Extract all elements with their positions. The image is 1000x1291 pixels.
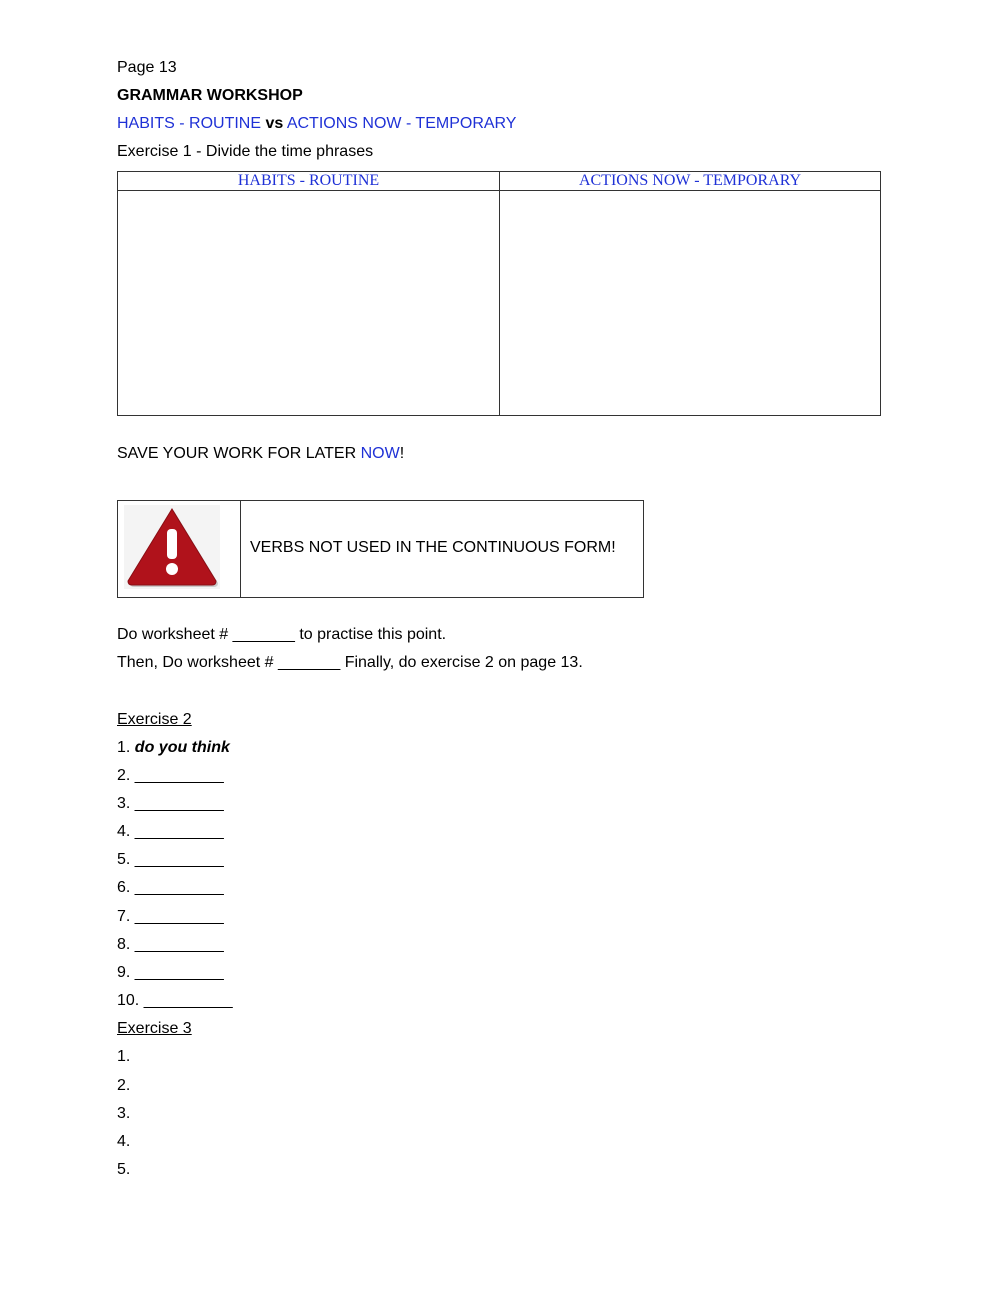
exercise3-item: 1. [117, 1048, 131, 1065]
worksheet-line-2: Then, Do worksheet # _______ Finally, do exercise 2 on page 13. [117, 654, 583, 671]
exercise2-item-1 [117, 738, 230, 758]
exercise2-item[interactable]: 3. __________ [117, 795, 224, 812]
exercise2-item[interactable]: 6. __________ [117, 879, 224, 896]
exercise2-heading: Exercise 2 [117, 711, 192, 728]
save-note-now: NOW [360, 445, 400, 462]
exercise2-item[interactable]: 2. __________ [117, 767, 224, 784]
warning-triangle-icon [124, 505, 220, 589]
exercise2-item[interactable]: 8. __________ [117, 936, 224, 953]
exercise3-item: 2. [117, 1077, 131, 1094]
exercise2-item[interactable]: 5. __________ [117, 851, 224, 868]
exercise3-item: 5. [117, 1161, 131, 1178]
warning-box [117, 500, 644, 598]
column-header-habits: HABITS - ROUTINE [237, 172, 380, 189]
exercise2-item[interactable]: 10. __________ [117, 992, 233, 1009]
item-answer[interactable]: do you think [134, 739, 230, 756]
save-note-text: SAVE YOUR WORK FOR LATER [117, 445, 361, 462]
worksheet-line-1: Do worksheet # _______ to practise this point. [117, 626, 447, 643]
subtitle-actions: ACTIONS NOW - TEMPORARY [286, 115, 517, 132]
warning-divider [240, 501, 241, 597]
exercise2-item[interactable]: 7. __________ [117, 908, 224, 925]
item-number: 1. [117, 739, 131, 756]
habits-drop-area[interactable] [118, 191, 499, 415]
subtitle [117, 114, 516, 134]
page-label: Page 13 [117, 59, 177, 76]
actions-now-drop-area[interactable] [500, 191, 880, 415]
exercise1-heading: Exercise 1 - Divide the time phrases [117, 143, 374, 160]
warning-text: VERBS NOT USED IN THE CONTINUOUS FORM! [250, 539, 616, 556]
exercise3-heading: Exercise 3 [117, 1020, 192, 1037]
page-title: GRAMMAR WORKSHOP [117, 87, 303, 104]
column-header-actions-now: ACTIONS NOW - TEMPORARY [578, 172, 802, 189]
save-note [117, 444, 404, 464]
exercise1-table [117, 171, 881, 416]
exercise3-item: 4. [117, 1133, 131, 1150]
subtitle-vs: vs [265, 115, 284, 132]
exercise3-item: 3. [117, 1105, 131, 1122]
exercise2-item[interactable]: 9. __________ [117, 964, 224, 981]
exercise2-item[interactable]: 4. __________ [117, 823, 224, 840]
save-note-end: ! [399, 445, 405, 462]
subtitle-habits: HABITS - ROUTINE [117, 115, 262, 132]
